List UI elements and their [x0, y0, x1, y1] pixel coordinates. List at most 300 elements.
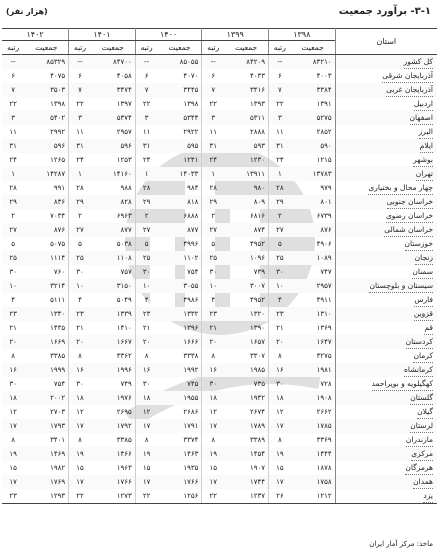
population-cell: ۷۵۴: [187, 267, 199, 276]
rank-header: رتبه: [2, 41, 24, 55]
population-cell: ۱۲۴۱: [183, 155, 199, 164]
rank-cell: ۱۷: [202, 419, 224, 433]
rank-cell: ۶: [202, 69, 224, 83]
population-cell: ۳۲۷۵: [316, 351, 332, 360]
rank-cell: ۲۲: [9, 99, 17, 108]
population-cell: ۱۹۰۸: [291, 391, 335, 405]
population-cell: ۱۱۱۴: [24, 251, 68, 265]
rank-cell: ۲۵: [135, 251, 157, 265]
rank-cell: ۲۴: [9, 155, 17, 164]
rank-cell: ۱۷: [135, 419, 157, 433]
rank-cell: ۳۱: [135, 139, 157, 153]
population-cell: ۵۹۶: [91, 139, 135, 153]
rank-cell: ۱: [2, 167, 24, 181]
population-cell: ۱۶۶۷: [91, 335, 135, 349]
rank-cell: ۲۲: [269, 97, 291, 111]
population-cell: ۳۴۰۱: [50, 435, 66, 444]
population-cell: ۷۲۸: [320, 379, 332, 388]
population-cell: ۷۴۷: [320, 267, 332, 276]
population-cell: ۱۳۹۰: [249, 323, 265, 332]
rank-cell: ۳: [2, 111, 24, 125]
province-name: [335, 293, 437, 307]
rank-cell: ۱۷: [202, 475, 224, 489]
rank-cell: ۲۵: [202, 251, 224, 265]
province-header: استان: [335, 29, 437, 55]
population-cell: ۴۹۵۲: [249, 295, 265, 304]
province-label: زنجان: [415, 251, 433, 265]
rank-cell: ۲: [202, 209, 224, 223]
rank-cell: ۵: [269, 237, 291, 251]
population-cell: ۳۳۸۴: [291, 83, 335, 97]
population-cell: ۱۲۵۶: [157, 489, 201, 504]
table-row: [2, 433, 437, 447]
rank-cell: ۲۶: [269, 489, 291, 504]
population-cell: ۱۹۸۲: [50, 463, 66, 472]
rank-cell: ۷: [2, 83, 24, 97]
rank-cell: ۱۵: [269, 461, 291, 475]
population-cell: ۸۴۷۰۰: [91, 55, 135, 70]
rank-cell: ۱۱: [269, 125, 291, 139]
population-cell: ۷۴۵: [187, 379, 199, 388]
population-cell: ۸۷۷: [91, 223, 135, 237]
population-cell: ۱۰۸۹: [291, 251, 335, 265]
province-name: [335, 251, 437, 265]
rank-cell: ۱: [135, 167, 157, 181]
rank-cell: --: [202, 55, 224, 70]
population-header: جمعیت: [91, 41, 135, 55]
year-header: ۱۴۰۲: [2, 29, 69, 41]
population-cell: ۱۴۳۵: [50, 323, 66, 332]
rank-cell: ۱۶: [2, 363, 24, 377]
population-cell: ۲۶۶۲: [316, 407, 332, 416]
table-row: [2, 83, 437, 97]
population-cell: ۴۹۹۶: [183, 239, 199, 248]
rank-cell: ۶: [135, 69, 157, 83]
unit-label: (هزار نفر): [6, 7, 48, 16]
rank-cell: ۳۰: [69, 265, 91, 279]
province-label: خراسان رضوی: [386, 209, 433, 223]
population-cell: ۱۳۶۹: [316, 323, 332, 332]
rank-cell: ۱۷: [135, 475, 157, 489]
province-name: [335, 335, 437, 349]
population-cell: ۸۷۴: [224, 223, 268, 237]
population-cell: ۱۲۳۷: [224, 489, 268, 504]
rank-cell: ۱۲: [9, 407, 17, 416]
table-row: [2, 391, 437, 405]
rank-cell: ۲۰: [2, 335, 24, 349]
population-cell: ۱۷۴۴: [224, 475, 268, 489]
population-cell: ۵۰۳۸: [116, 239, 132, 248]
rank-cell: ۱۵: [9, 463, 17, 472]
rank-cell: ۱۰: [2, 279, 24, 293]
rank-cell: ۳۰: [135, 377, 157, 391]
population-cell: ۱۴۲۸۷: [24, 167, 68, 181]
population-cell: ۹۸۸: [120, 183, 132, 192]
population-cell: ۸۷۶: [24, 223, 68, 237]
province-label: مرکزی: [411, 447, 433, 461]
province-name: [335, 181, 437, 195]
rank-cell: ۱۶: [202, 363, 224, 377]
rank-cell: ۸: [135, 433, 157, 447]
population-cell: ۱۴۱۶۰: [91, 167, 135, 181]
rank-cell: ۲۸: [269, 181, 291, 195]
province-name: [335, 321, 437, 335]
population-cell: ۴۹۵۲: [249, 239, 265, 248]
population-cell: ۱۹۳۲: [224, 391, 268, 405]
rank-cell: ۴: [11, 295, 16, 304]
population-cell: ۱۳۲۰: [224, 307, 268, 321]
rank-cell: ۳۰: [202, 265, 224, 279]
population-cell: ۱۶۶۹: [24, 335, 68, 349]
rank-cell: ۱۹: [69, 447, 91, 461]
population-cell: ۵۰۴۹: [116, 295, 132, 304]
rank-cell: ۱۵: [69, 461, 91, 475]
table-row: [2, 321, 437, 335]
rank-cell: ۲۷: [2, 223, 24, 237]
population-cell: ۷۵۷: [120, 267, 132, 276]
population-cell: ۲۸۵۲: [316, 127, 332, 136]
population-cell: ۱۷۹۲: [91, 419, 135, 433]
rank-cell: ۸: [202, 433, 224, 447]
population-cell: ۱۳۹۱۱: [224, 167, 268, 181]
province-name: [335, 391, 437, 405]
province-name: [335, 363, 437, 377]
rank-cell: ۴: [69, 293, 91, 307]
population-cell: ۱۶۶۶: [157, 335, 201, 349]
population-cell: ۵۴۰۲: [24, 111, 68, 125]
province-label: ایلام: [420, 139, 433, 153]
table-row: [2, 265, 437, 279]
rank-cell: ۱۷: [69, 419, 91, 433]
province-name: [335, 419, 437, 433]
population-cell: ۱۹۹۶: [91, 363, 135, 377]
population-cell: ۱۴۶۳: [157, 447, 201, 461]
rank-cell: ۱۰: [202, 279, 224, 293]
population-cell: ۷۶۰: [53, 267, 66, 276]
rank-cell: ۲۹: [2, 195, 24, 209]
province-name: [335, 237, 437, 251]
table-row: [2, 405, 437, 419]
population-cell: ۱۰۹۶: [224, 251, 268, 265]
province-label: خراسان جنوبی: [387, 195, 433, 209]
province-label: مازندران: [406, 433, 433, 447]
population-cell: ۴۰۷۰: [183, 71, 199, 80]
rank-cell: ۱: [69, 167, 91, 181]
table-row: [2, 69, 437, 83]
province-label: همدان: [413, 475, 433, 489]
rank-cell: ۶: [269, 69, 291, 83]
population-cell: ۱۷۹۳: [24, 419, 68, 433]
province-label: آذربایجان غربی: [386, 83, 433, 97]
province-name: [335, 349, 437, 363]
rank-cell: ۲۷: [269, 223, 291, 237]
rank-cell: ۸: [135, 349, 157, 363]
rank-cell: ۱۷: [69, 475, 91, 489]
table-row: [2, 209, 437, 223]
province-label: کل کشور: [404, 55, 433, 69]
rank-cell: ۲۱: [135, 321, 157, 335]
rank-cell: ۳۱: [2, 139, 24, 153]
population-cell: ۱۷۶۶: [91, 475, 135, 489]
population-cell: ۶۹۶۳: [116, 211, 132, 220]
population-cell: ۲۹۵۷: [116, 127, 132, 136]
table-row: [2, 363, 437, 377]
rank-cell: ۱۶: [135, 363, 157, 377]
rank-cell: ۷: [69, 83, 91, 97]
rank-cell: ۲۲: [69, 97, 91, 111]
province-label: اردبیل: [414, 97, 433, 111]
population-cell: ۱۲۶۵: [50, 155, 66, 164]
population-cell: ۹۷۹: [320, 183, 332, 192]
population-cell: ۱۹۶۳: [116, 463, 132, 472]
rank-cell: ۲۹: [135, 195, 157, 209]
rank-header: رتبه: [269, 41, 291, 55]
province-label: کهگیلویه و بویراحمد: [372, 377, 433, 391]
province-name: [335, 377, 437, 391]
population-cell: ۱۴۱۰: [116, 323, 132, 332]
rank-cell: ۳: [202, 111, 224, 125]
rank-cell: ۱۱: [135, 125, 157, 139]
province-label: فارس: [414, 293, 433, 307]
population-cell: ۵۳۱۱: [224, 111, 268, 125]
province-name: [335, 447, 437, 461]
table-row: [2, 125, 437, 139]
rank-cell: ۸: [202, 349, 224, 363]
rank-cell: ۲۱: [202, 321, 224, 335]
population-cell: ۸۴۲۰۹: [224, 55, 268, 70]
population-cell: ۸۳۲۱۰: [291, 55, 335, 70]
rank-cell: --: [269, 55, 291, 70]
province-label: سیستان و بلوچستان: [369, 279, 433, 293]
population-cell: ۷۰۳۴: [50, 211, 66, 220]
rank-cell: ۲۵: [2, 251, 24, 265]
rank-cell: ۳۰: [69, 377, 91, 391]
population-cell: ۱۲۷۳: [91, 489, 135, 504]
population-cell: ۳۳۷۴: [183, 435, 199, 444]
population-cell: ۱۱۰۸: [91, 251, 135, 265]
rank-cell: ۵: [202, 237, 224, 251]
population-cell: ۳۳۸۵: [50, 351, 66, 360]
rank-cell: ۱۲: [135, 405, 157, 419]
rank-cell: ۱۶: [269, 363, 291, 377]
rank-cell: ۵: [69, 237, 91, 251]
table-row: [2, 349, 437, 363]
rank-cell: ۲۹: [269, 195, 291, 209]
page-header: [0, 0, 439, 26]
population-cell: ۱۳۱۰: [291, 307, 335, 321]
population-cell: ۸۱۸: [157, 195, 201, 209]
province-label: تهران: [416, 167, 433, 181]
province-name: [335, 307, 437, 321]
population-cell: ۱۲۱۵: [316, 155, 332, 164]
rank-header: رتبه: [202, 41, 224, 55]
province-label: بوشهر: [413, 153, 433, 167]
population-cell: ۹۹۱: [53, 183, 66, 192]
rank-cell: ۱۱: [202, 125, 224, 139]
population-cell: ۳۴۱۶: [224, 83, 268, 97]
population-cell: ۱۶۵۷: [224, 335, 268, 349]
rank-cell: ۲۱: [9, 323, 17, 332]
population-cell: ۱۹۵۵: [157, 391, 201, 405]
table-row: [2, 447, 437, 461]
province-name: [335, 139, 437, 153]
rank-cell: ۱۹: [202, 447, 224, 461]
population-cell: ۱۱۰۲: [157, 251, 201, 265]
province-name: [335, 167, 437, 181]
rank-cell: ۱۷: [269, 419, 291, 433]
province-name: [335, 153, 437, 167]
rank-cell: ۲۲: [135, 489, 157, 504]
rank-cell: ۳۱: [202, 139, 224, 153]
population-cell: ۳۳۶۲: [116, 351, 132, 360]
population-cell: ۳۳۶۹: [316, 435, 332, 444]
rank-cell: --: [2, 55, 24, 70]
province-label: لرستان: [410, 419, 433, 433]
rank-cell: ۲۱: [269, 321, 291, 335]
population-cell: ۳۰۰۷: [224, 279, 268, 293]
population-header: جمعیت: [291, 41, 335, 55]
population-cell: ۱۳۳۲: [157, 307, 201, 321]
population-cell: ۳۰۵۵: [157, 279, 201, 293]
population-cell: ۱۹۸۵: [224, 363, 268, 377]
rank-cell: ۴: [269, 293, 291, 307]
population-cell: ۵۹۳: [224, 139, 268, 153]
province-label: قم: [424, 321, 433, 335]
table-row: [2, 181, 437, 195]
rank-cell: ۱۰: [135, 279, 157, 293]
rank-cell: ۳۰: [135, 265, 157, 279]
rank-cell: --: [135, 55, 157, 70]
table-title: ۳-۱- برآورد جمعیت: [338, 6, 431, 17]
population-cell: ۲۶۷۴: [249, 407, 265, 416]
source-note: ماخذ: مرکز آمار ایران: [369, 540, 433, 548]
population-cell: ۶۷۳۹: [316, 211, 332, 220]
year-header: ۱۳۹۸: [269, 29, 336, 41]
rank-cell: ۱۷: [2, 475, 24, 489]
population-cell: ۲۹۹۲: [50, 127, 66, 136]
population-cell: ۸۷۷: [157, 223, 201, 237]
rank-cell: ۲۲: [69, 489, 91, 504]
population-cell: ۱۷۹۱: [157, 419, 201, 433]
table-row: [2, 153, 437, 167]
population-cell: ۱۲۱۲: [291, 489, 335, 504]
province-name: [335, 223, 437, 237]
population-cell: ۱۶۴۷: [291, 335, 335, 349]
province-name: [335, 279, 437, 293]
province-name: [335, 69, 437, 83]
table-row: [2, 279, 437, 293]
year-header: ۱۴۰۰: [135, 29, 202, 41]
population-cell: ۱۷۸۵: [291, 419, 335, 433]
province-label: خراسان شمالی: [384, 223, 433, 237]
rank-cell: ۶: [69, 69, 91, 83]
population-cell: ۲۹۵۷: [291, 279, 335, 293]
table-row: [2, 195, 437, 209]
population-cell: ۵۹۶: [24, 139, 68, 153]
rank-cell: --: [69, 55, 91, 70]
population-cell: ۵۲۷۵: [291, 111, 335, 125]
rank-cell: ۱۷: [269, 475, 291, 489]
rank-cell: ۲۵: [69, 251, 91, 265]
rank-cell: ۲۰: [202, 335, 224, 349]
population-cell: ۷۳۵: [253, 379, 265, 388]
rank-cell: ۲۸: [69, 181, 91, 195]
population-cell: ۱۳۹۸: [183, 99, 199, 108]
population-cell: ۱۳۹۸: [50, 99, 66, 108]
rank-cell: ۲: [269, 209, 291, 223]
rank-cell: ۲۵: [269, 251, 291, 265]
population-cell: ۱۳۹۷: [116, 99, 132, 108]
population-cell: ۱۳۹۱: [316, 99, 332, 108]
province-name: [335, 97, 437, 111]
population-cell: ۱۷۶۶: [157, 475, 201, 489]
population-cell: ۸۷۶: [291, 223, 335, 237]
population-cell: ۸۲۸: [91, 195, 135, 209]
population-cell: ۷۴۹: [120, 379, 132, 388]
rank-cell: ۱۰: [69, 279, 91, 293]
table-row: [2, 293, 437, 307]
rank-cell: ۱۲: [269, 405, 291, 419]
table-row: [2, 251, 437, 265]
rank-cell: ۱۱: [9, 127, 17, 136]
rank-cell: ۱۲: [69, 405, 91, 419]
rank-cell: ۲۲: [202, 97, 224, 111]
rank-cell: ۲۹: [69, 195, 91, 209]
population-cell: ۸۵۳۲۹: [24, 55, 68, 70]
population-cell: ۱۷۸۹: [224, 419, 268, 433]
rank-cell: ۸: [269, 433, 291, 447]
population-cell: ۴۹۸۶: [183, 295, 199, 304]
rank-cell: ۱: [202, 167, 224, 181]
rank-cell: ۷: [202, 83, 224, 97]
population-cell: ۸۵۰۵۵: [157, 55, 201, 70]
rank-cell: ۲۳: [2, 489, 24, 504]
table-row: [2, 461, 437, 475]
population-cell: ۳۳۸۹: [249, 435, 265, 444]
province-name: [335, 433, 437, 447]
population-header: جمعیت: [224, 41, 268, 55]
table-row: [2, 237, 437, 251]
population-cell: ۱۹۷۶: [91, 391, 135, 405]
population-cell: ۲۸۸۸: [249, 127, 265, 136]
province-name: [335, 405, 437, 419]
rank-cell: ۳: [135, 111, 157, 125]
rank-cell: ۱۵: [202, 461, 224, 475]
province-name: [335, 489, 437, 504]
province-label: قزوین: [414, 307, 433, 321]
rank-cell: ۲۲: [202, 489, 224, 504]
population-cell: ۲۹۲۲: [183, 127, 199, 136]
rank-cell: ۵: [135, 237, 157, 251]
rank-cell: ۶: [11, 71, 16, 80]
rank-cell: ۱۶: [69, 363, 91, 377]
rank-cell: ۸: [11, 435, 16, 444]
province-label: گلستان: [410, 391, 433, 405]
province-label: سمنان: [412, 265, 433, 279]
rank-cell: ۲۳: [135, 307, 157, 321]
rank-cell: ۱۸: [202, 391, 224, 405]
table-row: [2, 377, 437, 391]
province-label: چهار محال و بختیاری: [368, 181, 433, 195]
province-name: [335, 209, 437, 223]
rank-cell: ۲۹: [202, 195, 224, 209]
province-label: هرمزگان: [405, 461, 433, 475]
population-cell: ۱۳۳۹: [91, 307, 135, 321]
population-cell: ۳۲۱۴: [24, 279, 68, 293]
province-name: [335, 83, 437, 97]
province-name: [335, 55, 437, 70]
population-cell: ۳۳۳۸: [183, 351, 199, 360]
